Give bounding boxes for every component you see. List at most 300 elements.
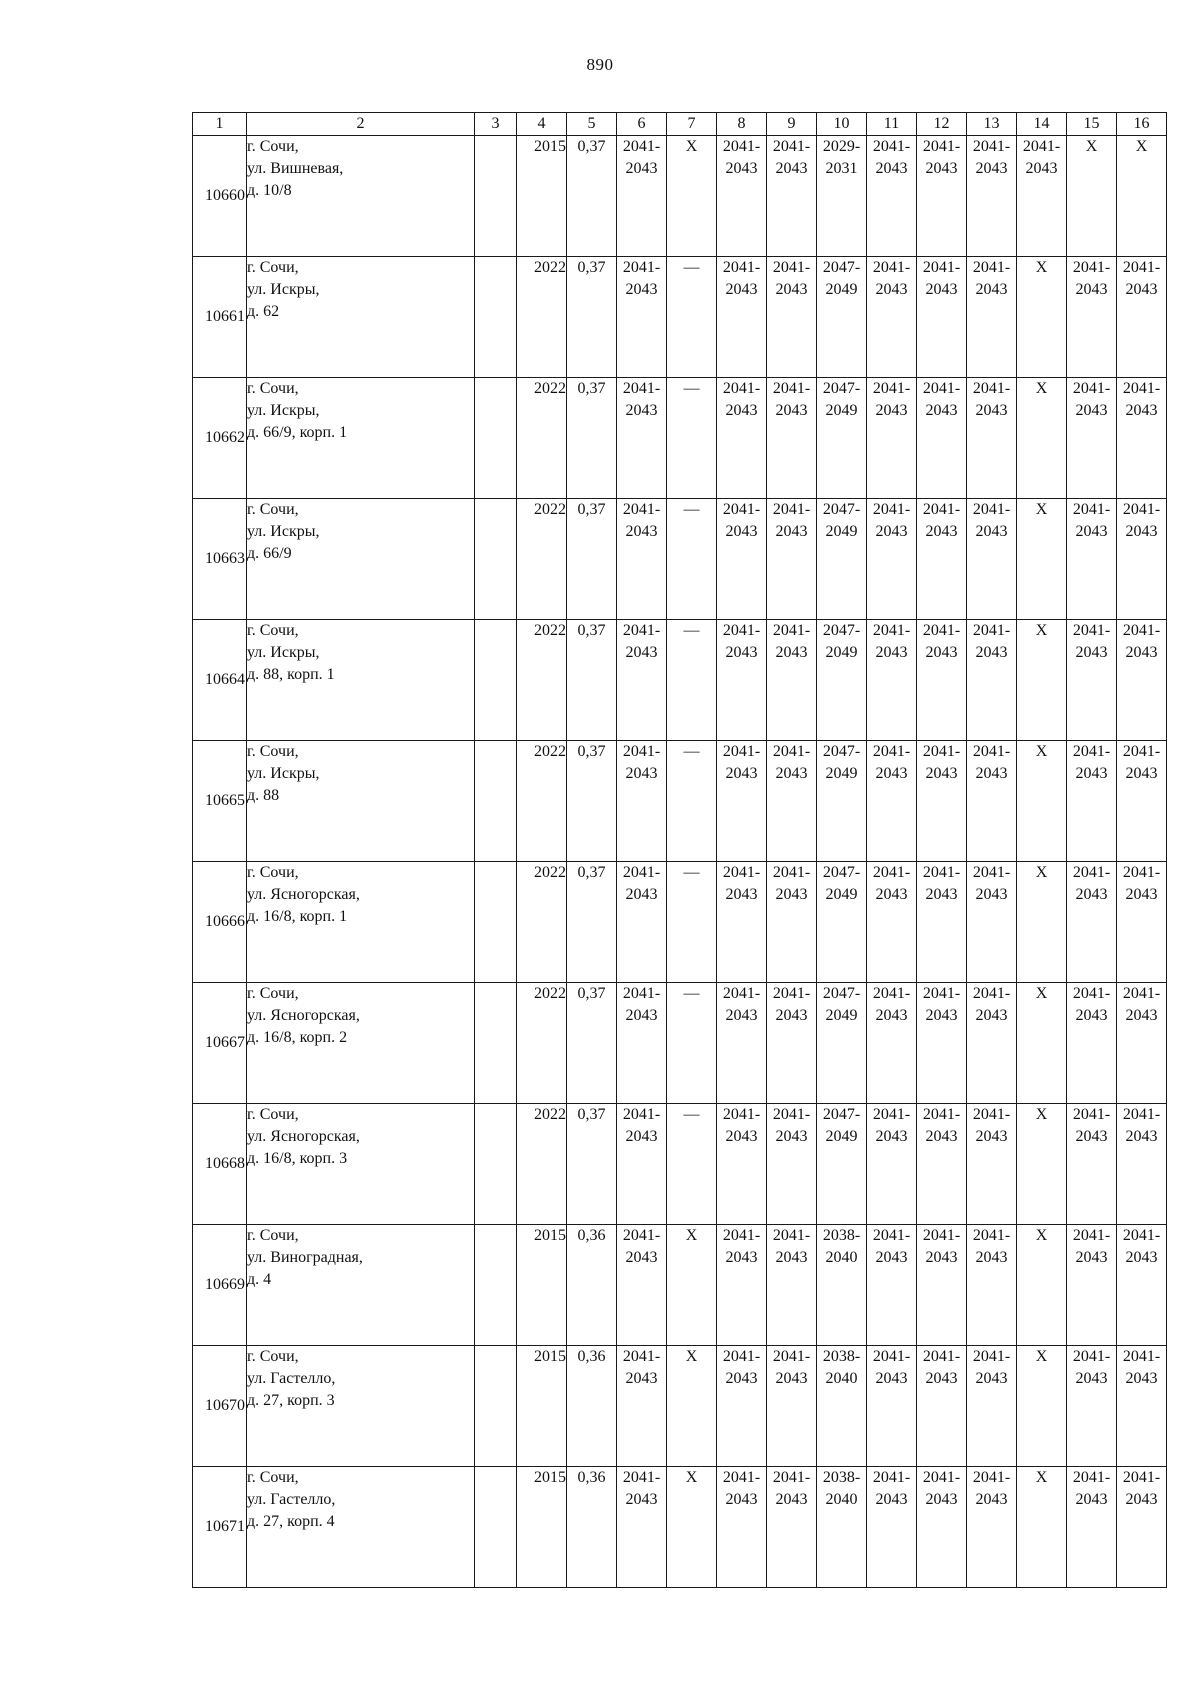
period-cell — [917, 620, 967, 741]
address-line: д. 10/8 — [247, 182, 292, 199]
address-line: ул. Ясногорская, — [247, 886, 360, 903]
row-number-cell — [193, 257, 247, 378]
period-start: 2041- — [972, 985, 1011, 1002]
period-end: 2043 — [625, 1491, 658, 1508]
period-start: 2047- — [822, 501, 861, 518]
period-start: Х — [1035, 1348, 1048, 1365]
column-header: 5 — [567, 113, 617, 136]
period-end: 2043 — [1125, 644, 1158, 661]
row-number-cell — [193, 983, 247, 1104]
period-start: 2041- — [622, 1469, 661, 1486]
table-row — [193, 1346, 1167, 1467]
period-start: 2041- — [922, 1106, 961, 1123]
col3-cell — [475, 983, 517, 1104]
table-row — [193, 136, 1167, 257]
period-end: 2043 — [925, 886, 958, 903]
period-cell — [767, 136, 817, 257]
period-end: 2043 — [625, 523, 658, 540]
address-line: г. Сочи, — [247, 1227, 299, 1244]
column-header: 11 — [867, 113, 917, 136]
ratio-cell: 0,37 — [567, 1104, 617, 1225]
period-start: 2041- — [622, 501, 661, 518]
column-header: 13 — [967, 113, 1017, 136]
period-cell — [867, 1104, 917, 1225]
column-header: 1 — [193, 113, 247, 136]
period-end: 2043 — [625, 765, 658, 782]
period-end: 2043 — [925, 523, 958, 540]
address-line: г. Сочи, — [247, 501, 299, 518]
col3-cell — [475, 1467, 517, 1588]
period-end: 2043 — [775, 1491, 808, 1508]
ratio-cell: 0,36 — [567, 1346, 617, 1467]
period-end: 2043 — [975, 765, 1008, 782]
period-cell — [1067, 741, 1117, 862]
period-cell — [1017, 983, 1067, 1104]
period-end: 2043 — [1075, 765, 1108, 782]
address-line: г. Сочи, — [247, 622, 299, 639]
period-cell — [767, 862, 817, 983]
period-cell — [1117, 1346, 1167, 1467]
period-start: 2041- — [722, 501, 761, 518]
period-cell — [717, 1225, 767, 1346]
period-end: 2043 — [625, 886, 658, 903]
period-start: 2041- — [972, 501, 1011, 518]
period-start: 2041- — [872, 1348, 911, 1365]
period-cell — [967, 741, 1017, 862]
year-cell: 2022 — [517, 378, 567, 499]
mark-cell: — — [667, 378, 717, 499]
period-start: 2041- — [1122, 1348, 1161, 1365]
period-start: 2041- — [972, 1469, 1011, 1486]
period-cell — [917, 136, 967, 257]
period-start: 2041- — [1022, 138, 1061, 155]
period-end: 2043 — [775, 886, 808, 903]
period-cell — [617, 862, 667, 983]
row-number-cell — [193, 136, 247, 257]
row-number-cell — [193, 378, 247, 499]
period-cell — [917, 983, 967, 1104]
address-cell — [247, 741, 475, 862]
period-end: 2049 — [825, 402, 858, 419]
address-line: г. Сочи, — [247, 138, 299, 155]
register-table — [192, 112, 1167, 1588]
period-cell — [817, 620, 867, 741]
period-start: 2041- — [1072, 1348, 1111, 1365]
period-cell — [817, 1104, 867, 1225]
period-end: 2049 — [825, 886, 858, 903]
period-end: 2043 — [1125, 281, 1158, 298]
period-start: 2029- — [822, 138, 861, 155]
year-cell: 2022 — [517, 620, 567, 741]
period-cell — [767, 983, 817, 1104]
period-start: 2041- — [722, 1227, 761, 1244]
ratio-cell: 0,37 — [567, 983, 617, 1104]
period-start: 2041- — [972, 1106, 1011, 1123]
period-cell — [617, 257, 667, 378]
year-cell: 2022 — [517, 983, 567, 1104]
period-start: 2041- — [972, 622, 1011, 639]
period-end: 2043 — [975, 281, 1008, 298]
period-end: 2043 — [1125, 765, 1158, 782]
period-start: 2041- — [1122, 380, 1161, 397]
period-end: 2043 — [875, 886, 908, 903]
period-end: 2043 — [875, 1007, 908, 1024]
address-line: г. Сочи, — [247, 1106, 299, 1123]
row-number: 10660 — [205, 187, 245, 204]
period-start: 2041- — [922, 501, 961, 518]
year-cell: 2022 — [517, 1104, 567, 1225]
address-line: ул. Гастелло, — [247, 1491, 336, 1508]
period-cell — [917, 1104, 967, 1225]
period-cell — [967, 620, 1017, 741]
period-start: 2041- — [622, 1348, 661, 1365]
col3-cell — [475, 257, 517, 378]
period-start: 2041- — [922, 622, 961, 639]
mark-cell: — — [667, 1104, 717, 1225]
period-end: 2043 — [625, 1128, 658, 1145]
mark-cell: Х — [667, 136, 717, 257]
period-end: 2043 — [1125, 1007, 1158, 1024]
period-start: 2041- — [972, 864, 1011, 881]
period-start: 2041- — [1072, 743, 1111, 760]
period-end: 2043 — [725, 402, 758, 419]
period-cell — [917, 499, 967, 620]
period-cell — [1067, 1225, 1117, 1346]
period-start: 2041- — [1072, 985, 1111, 1002]
period-end: 2043 — [725, 1491, 758, 1508]
period-end: 2043 — [875, 1249, 908, 1266]
col3-cell — [475, 378, 517, 499]
column-header: 14 — [1017, 113, 1067, 136]
row-number-cell — [193, 620, 247, 741]
period-end: 2043 — [925, 1491, 958, 1508]
period-cell — [1067, 499, 1117, 620]
address-line: д. 27, корп. 4 — [247, 1513, 335, 1530]
period-start: 2041- — [1122, 622, 1161, 639]
row-number: 10670 — [205, 1397, 245, 1414]
period-end: 2043 — [1075, 644, 1108, 661]
period-end: 2043 — [1075, 1491, 1108, 1508]
col3-cell — [475, 1225, 517, 1346]
column-header: 12 — [917, 113, 967, 136]
period-cell — [817, 378, 867, 499]
period-end: 2043 — [925, 402, 958, 419]
period-end: 2043 — [975, 1370, 1008, 1387]
address-line: ул. Вишневая, — [247, 160, 344, 177]
period-cell — [1067, 620, 1117, 741]
period-start: 2041- — [1072, 1227, 1111, 1244]
period-cell — [717, 620, 767, 741]
period-end: 2049 — [825, 523, 858, 540]
period-cell — [617, 1104, 667, 1225]
period-start: Х — [1035, 622, 1048, 639]
row-number: 10667 — [205, 1034, 245, 1051]
address-line: г. Сочи, — [247, 259, 299, 276]
period-end: 2043 — [1075, 402, 1108, 419]
period-start: 2041- — [722, 1348, 761, 1365]
period-end: 2043 — [925, 160, 958, 177]
period-cell — [1067, 378, 1117, 499]
period-start: 2041- — [722, 622, 761, 639]
register-body — [193, 136, 1167, 1588]
period-start: 2047- — [822, 380, 861, 397]
period-end: 2043 — [725, 765, 758, 782]
period-start: 2041- — [872, 1227, 911, 1244]
column-header: 3 — [475, 113, 517, 136]
period-start: Х — [1135, 138, 1148, 155]
period-cell — [1067, 257, 1117, 378]
row-number-cell — [193, 1467, 247, 1588]
period-end: 2043 — [1125, 402, 1158, 419]
table-row — [193, 862, 1167, 983]
period-cell — [867, 862, 917, 983]
period-cell — [1117, 1467, 1167, 1588]
period-end: 2043 — [875, 1370, 908, 1387]
period-cell — [1017, 741, 1067, 862]
period-end: 2043 — [625, 160, 658, 177]
period-end: 2043 — [625, 1249, 658, 1266]
period-cell — [1017, 257, 1067, 378]
period-start: 2041- — [972, 380, 1011, 397]
period-cell — [717, 862, 767, 983]
period-end: 2043 — [1125, 1128, 1158, 1145]
period-end: 2043 — [875, 523, 908, 540]
col3-cell — [475, 499, 517, 620]
column-header: 7 — [667, 113, 717, 136]
period-end: 2043 — [875, 281, 908, 298]
period-end: 2043 — [1075, 886, 1108, 903]
period-end: 2043 — [1075, 1249, 1108, 1266]
period-end: 2043 — [875, 1128, 908, 1145]
period-cell — [817, 136, 867, 257]
period-start: 2041- — [922, 138, 961, 155]
period-cell — [1067, 1104, 1117, 1225]
period-start: Х — [1085, 138, 1098, 155]
period-cell — [817, 862, 867, 983]
column-header: 10 — [817, 113, 867, 136]
period-cell — [867, 136, 917, 257]
ratio-cell: 0,37 — [567, 378, 617, 499]
period-end: 2043 — [975, 1007, 1008, 1024]
table-row — [193, 741, 1167, 862]
table-row — [193, 620, 1167, 741]
period-end: 2043 — [625, 281, 658, 298]
period-end: 2043 — [1125, 523, 1158, 540]
ratio-cell: 0,37 — [567, 741, 617, 862]
period-start: 2047- — [822, 743, 861, 760]
column-header: 15 — [1067, 113, 1117, 136]
period-end: 2043 — [975, 402, 1008, 419]
period-start: Х — [1035, 1106, 1048, 1123]
period-start: Х — [1035, 501, 1048, 518]
period-start: 2041- — [972, 259, 1011, 276]
period-cell — [1067, 862, 1117, 983]
mark-cell: — — [667, 620, 717, 741]
period-cell — [1117, 983, 1167, 1104]
period-end: 2043 — [775, 523, 808, 540]
period-end: 2043 — [1075, 523, 1108, 540]
period-end: 2043 — [1075, 1007, 1108, 1024]
period-start: 2041- — [872, 985, 911, 1002]
period-end: 2043 — [625, 402, 658, 419]
period-start: 2041- — [622, 1106, 661, 1123]
address-line: ул. Искры, — [247, 402, 320, 419]
period-start: 2041- — [722, 259, 761, 276]
period-end: 2049 — [825, 644, 858, 661]
period-start: 2041- — [622, 380, 661, 397]
period-end: 2031 — [825, 160, 858, 177]
period-start: 2041- — [772, 380, 811, 397]
row-number: 10665 — [205, 792, 245, 809]
period-start: 2041- — [1122, 1469, 1161, 1486]
period-cell — [617, 1225, 667, 1346]
period-start: 2041- — [772, 138, 811, 155]
row-number: 10661 — [205, 308, 245, 325]
table-row — [193, 499, 1167, 620]
period-end: 2043 — [625, 644, 658, 661]
period-start: 2047- — [822, 259, 861, 276]
address-line: д. 27, корп. 3 — [247, 1392, 335, 1409]
period-cell — [867, 1467, 917, 1588]
period-end: 2043 — [725, 160, 758, 177]
period-start: 2041- — [772, 501, 811, 518]
period-cell — [717, 741, 767, 862]
period-end: 2040 — [825, 1370, 858, 1387]
row-number-cell — [193, 862, 247, 983]
mark-cell: — — [667, 257, 717, 378]
address-line: ул. Виноградная, — [247, 1249, 363, 1266]
period-start: 2041- — [722, 380, 761, 397]
table-row — [193, 983, 1167, 1104]
period-end: 2043 — [975, 1249, 1008, 1266]
period-cell — [817, 1346, 867, 1467]
period-cell — [1067, 1346, 1117, 1467]
period-cell — [917, 862, 967, 983]
period-cell — [767, 499, 817, 620]
period-cell — [867, 983, 917, 1104]
period-cell — [967, 499, 1017, 620]
row-number-cell — [193, 1346, 247, 1467]
col3-cell — [475, 741, 517, 862]
period-cell — [817, 983, 867, 1104]
address-line: г. Сочи, — [247, 380, 299, 397]
period-end: 2043 — [975, 1491, 1008, 1508]
address-line: д. 16/8, корп. 1 — [247, 908, 348, 925]
address-line: г. Сочи, — [247, 1469, 299, 1486]
period-start: 2041- — [872, 259, 911, 276]
period-cell — [1117, 1104, 1167, 1225]
period-cell — [967, 1467, 1017, 1588]
period-end: 2043 — [1075, 1128, 1108, 1145]
address-line: д. 66/9 — [247, 545, 292, 562]
period-start: 2041- — [1122, 985, 1161, 1002]
column-header: 2 — [247, 113, 475, 136]
period-start: 2041- — [972, 1227, 1011, 1244]
period-start: 2041- — [972, 743, 1011, 760]
period-cell — [967, 136, 1017, 257]
column-header: 6 — [617, 113, 667, 136]
ratio-cell: 0,37 — [567, 620, 617, 741]
year-cell: 2015 — [517, 1346, 567, 1467]
address-line: г. Сочи, — [247, 1348, 299, 1365]
period-end: 2043 — [625, 1370, 658, 1387]
period-cell — [617, 741, 667, 862]
period-start: 2041- — [872, 501, 911, 518]
year-cell: 2015 — [517, 1467, 567, 1588]
period-cell — [767, 378, 817, 499]
period-start: 2041- — [872, 1469, 911, 1486]
mark-cell: Х — [667, 1467, 717, 1588]
period-end: 2040 — [825, 1249, 858, 1266]
period-start: 2041- — [622, 985, 661, 1002]
period-start: 2041- — [872, 138, 911, 155]
period-cell — [817, 257, 867, 378]
period-start: Х — [1035, 743, 1048, 760]
period-cell — [717, 1104, 767, 1225]
period-cell — [967, 862, 1017, 983]
period-end: 2043 — [925, 1007, 958, 1024]
period-cell — [767, 1225, 817, 1346]
period-cell — [867, 620, 917, 741]
period-end: 2049 — [825, 1128, 858, 1145]
period-end: 2043 — [725, 644, 758, 661]
period-start: 2041- — [922, 864, 961, 881]
col3-cell — [475, 862, 517, 983]
period-cell — [1117, 1225, 1167, 1346]
period-start: 2041- — [622, 259, 661, 276]
period-cell — [1017, 499, 1067, 620]
mark-cell: — — [667, 741, 717, 862]
period-end: 2043 — [925, 281, 958, 298]
period-cell — [617, 378, 667, 499]
row-number: 10663 — [205, 550, 245, 567]
period-start: 2041- — [622, 138, 661, 155]
period-end: 2043 — [775, 644, 808, 661]
table-row — [193, 257, 1167, 378]
address-line: ул. Искры, — [247, 281, 320, 298]
address-line: д. 16/8, корп. 2 — [247, 1029, 348, 1046]
period-cell — [1067, 136, 1117, 257]
period-start: 2041- — [872, 743, 911, 760]
period-start: Х — [1035, 380, 1048, 397]
period-start: 2038- — [822, 1227, 861, 1244]
period-cell — [717, 1346, 767, 1467]
table-row — [193, 1225, 1167, 1346]
period-end: 2043 — [1125, 886, 1158, 903]
period-end: 2043 — [725, 1007, 758, 1024]
period-cell — [767, 620, 817, 741]
period-end: 2043 — [975, 1128, 1008, 1145]
address-cell — [247, 1104, 475, 1225]
period-cell — [917, 1467, 967, 1588]
period-start: 2041- — [1122, 864, 1161, 881]
table-row — [193, 1104, 1167, 1225]
period-start: Х — [1035, 1469, 1048, 1486]
col3-cell — [475, 136, 517, 257]
period-end: 2049 — [825, 765, 858, 782]
period-start: 2041- — [622, 743, 661, 760]
period-start: 2041- — [1122, 1106, 1161, 1123]
address-line: ул. Искры, — [247, 523, 320, 540]
period-end: 2040 — [825, 1491, 858, 1508]
period-end: 2043 — [725, 1370, 758, 1387]
period-start: 2041- — [722, 864, 761, 881]
period-end: 2043 — [725, 886, 758, 903]
period-cell — [767, 1104, 817, 1225]
period-end: 2043 — [1025, 160, 1058, 177]
period-end: 2043 — [875, 1491, 908, 1508]
period-start: 2041- — [1122, 259, 1161, 276]
